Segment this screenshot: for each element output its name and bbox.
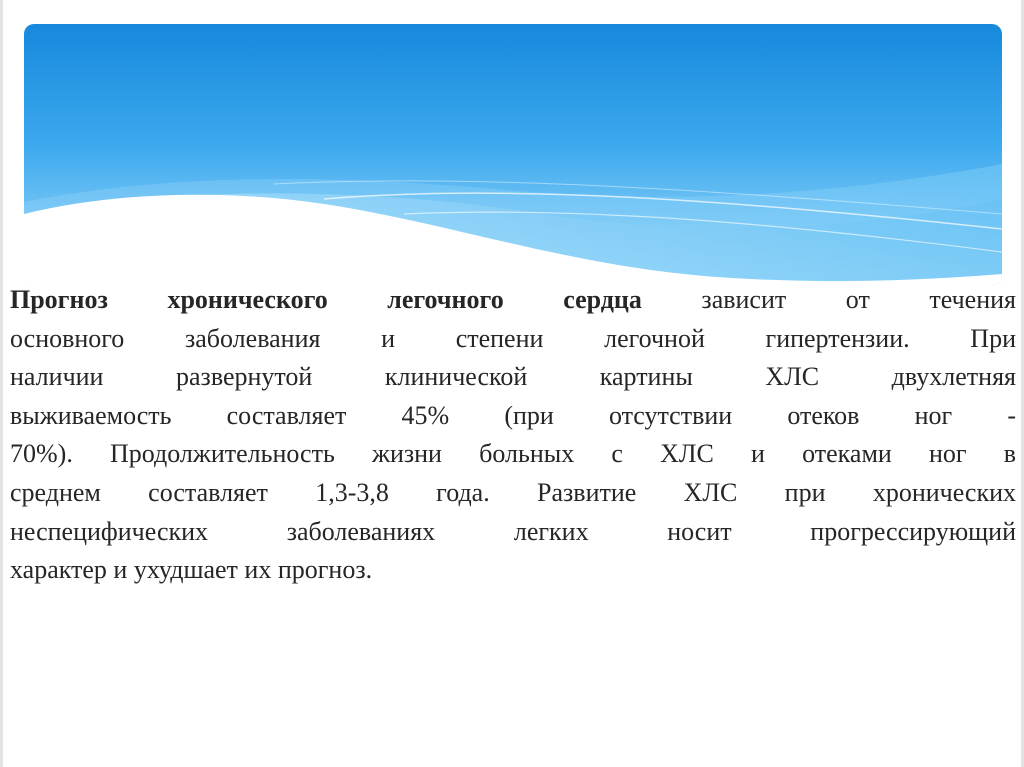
text-line-8: характер и ухудшает их прогноз. xyxy=(10,555,373,585)
header-banner xyxy=(24,24,1002,286)
text-line-1 xyxy=(10,281,1016,320)
text-line-7: неспецифических заболеваниях легких носит прогрессирующий xyxy=(10,516,1016,546)
body-paragraph xyxy=(10,281,1016,590)
text-line-4: выживаемость составляет 45% (при отсутствии отеков ног - xyxy=(10,400,1016,430)
text-line-3: наличии развернутой клинической картины ХЛС двухлетняя xyxy=(10,362,1016,392)
text-line-6: среднем составляет 1,3-3,8 года. Развитие ХЛС при хронических xyxy=(10,477,1016,507)
text-line-1-rest: зависит от течения xyxy=(641,285,1017,314)
slide-left-border xyxy=(0,0,3,767)
bold-lead-text: Прогноз хронического легочного сердца xyxy=(10,285,642,314)
wave-decoration-graphic xyxy=(24,24,1002,286)
text-line-2: основного заболевания и степени легочной гипертензии. При xyxy=(10,323,1016,353)
text-line-5: 70%). Продолжительность жизни больных с ХЛС и отеками ног в xyxy=(10,439,1016,469)
